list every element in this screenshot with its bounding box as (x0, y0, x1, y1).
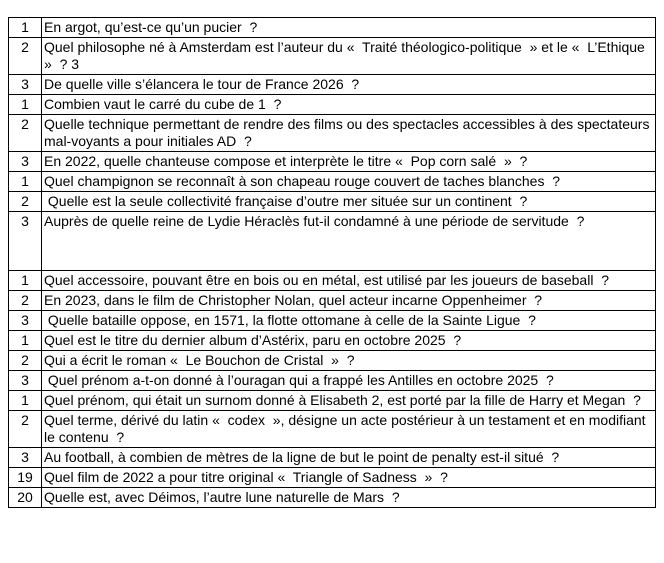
table-row (9, 311, 656, 331)
question-number-cell: 1 (9, 271, 42, 291)
table-row (9, 95, 656, 115)
question-number-cell: 1 (9, 331, 42, 351)
table-row (9, 172, 656, 192)
table-row (9, 331, 656, 351)
question-text-cell: Quel prénom, qui était un surnom donné à Elisabeth 2, est porté par la fille de Harry et Megan ? (42, 391, 656, 411)
question-text-cell: Combien vaut le carré du cube de 1 ? (42, 95, 656, 115)
question-text-cell: Quel terme, dérivé du latin « codex », désigne un acte postérieur à un testament et en modifiant le contenu ? (42, 411, 656, 448)
question-number-cell: 1 (9, 391, 42, 411)
question-number-cell: 3 (9, 448, 42, 468)
question-number-cell: 1 (9, 95, 42, 115)
question-text-cell: Qui a écrit le roman « Le Bouchon de Cristal » ? (42, 351, 656, 371)
question-number-cell: 2 (9, 115, 42, 152)
question-number-cell: 2 (9, 351, 42, 371)
question-text-cell: Quel est le titre du dernier album d’Astérix, paru en octobre 2025 ? (42, 331, 656, 351)
table-row (9, 152, 656, 172)
table-row (9, 371, 656, 391)
table-row (9, 448, 656, 468)
question-text-cell: En argot, qu’est-ce qu’un pucier ? (42, 18, 656, 38)
quiz-table-container (8, 17, 656, 508)
question-text-cell: Quelle est, avec Déimos, l’autre lune naturelle de Mars ? (42, 488, 656, 508)
question-text-cell: Quelle bataille oppose, en 1571, la flotte ottomane à celle de la Sainte Ligue ? (42, 311, 656, 331)
table-row (9, 468, 656, 488)
question-text-cell: Quel prénom a-t-on donné à l’ouragan qui a frappé les Antilles en octobre 2025 ? (42, 371, 656, 391)
table-row (9, 351, 656, 371)
question-number-cell: 3 (9, 212, 42, 271)
question-number-cell: 3 (9, 311, 42, 331)
table-row (9, 38, 656, 75)
questions-table-body (9, 18, 656, 508)
table-row (9, 391, 656, 411)
table-row (9, 75, 656, 95)
table-row (9, 212, 656, 271)
question-number-cell: 2 (9, 192, 42, 212)
question-number-cell: 2 (9, 411, 42, 448)
quiz-questions-table (8, 17, 656, 508)
question-number-cell: 19 (9, 468, 42, 488)
question-text-cell: Au football, à combien de mètres de la ligne de but le point de penalty est-il situé ? (42, 448, 656, 468)
question-number-cell: 3 (9, 371, 42, 391)
question-number-cell: 3 (9, 75, 42, 95)
question-number-cell: 2 (9, 291, 42, 311)
question-number-cell: 1 (9, 18, 42, 38)
question-text-cell: Quel champignon se reconnaît à son chapeau rouge couvert de taches blanches ? (42, 172, 656, 192)
table-row (9, 411, 656, 448)
table-row (9, 115, 656, 152)
table-row (9, 291, 656, 311)
question-text-cell: En 2022, quelle chanteuse compose et interprète le titre « Pop corn salé » ? (42, 152, 656, 172)
question-text-cell: Quel accessoire, pouvant être en bois ou en métal, est utilisé par les joueurs de baseball ? (42, 271, 656, 291)
table-row (9, 192, 656, 212)
question-number-cell: 1 (9, 172, 42, 192)
table-row (9, 18, 656, 38)
question-text-cell: Quel philosophe né à Amsterdam est l’auteur du « Traité théologico-politique » et le « L’Ethique » ? 3 (42, 38, 656, 75)
question-text-cell: Quel film de 2022 a pour titre original « Triangle of Sadness » ? (42, 468, 656, 488)
table-row (9, 488, 656, 508)
question-number-cell: 20 (9, 488, 42, 508)
table-row (9, 271, 656, 291)
question-number-cell: 2 (9, 38, 42, 75)
question-text-cell: Quelle technique permettant de rendre des films ou des spectacles accessibles à des spectateurs mal-voyants a pour initiales AD ? (42, 115, 656, 152)
question-number-cell: 3 (9, 152, 42, 172)
question-text-cell: En 2023, dans le film de Christopher Nolan, quel acteur incarne Oppenheimer ? (42, 291, 656, 311)
question-text-cell: De quelle ville s’élancera le tour de France 2026 ? (42, 75, 656, 95)
question-text-cell: Quelle est la seule collectivité française d’outre mer située sur un continent ? (42, 192, 656, 212)
question-text-cell: Auprès de quelle reine de Lydie Héraclès fut-il condamné à une période de servitude ? (42, 212, 656, 271)
